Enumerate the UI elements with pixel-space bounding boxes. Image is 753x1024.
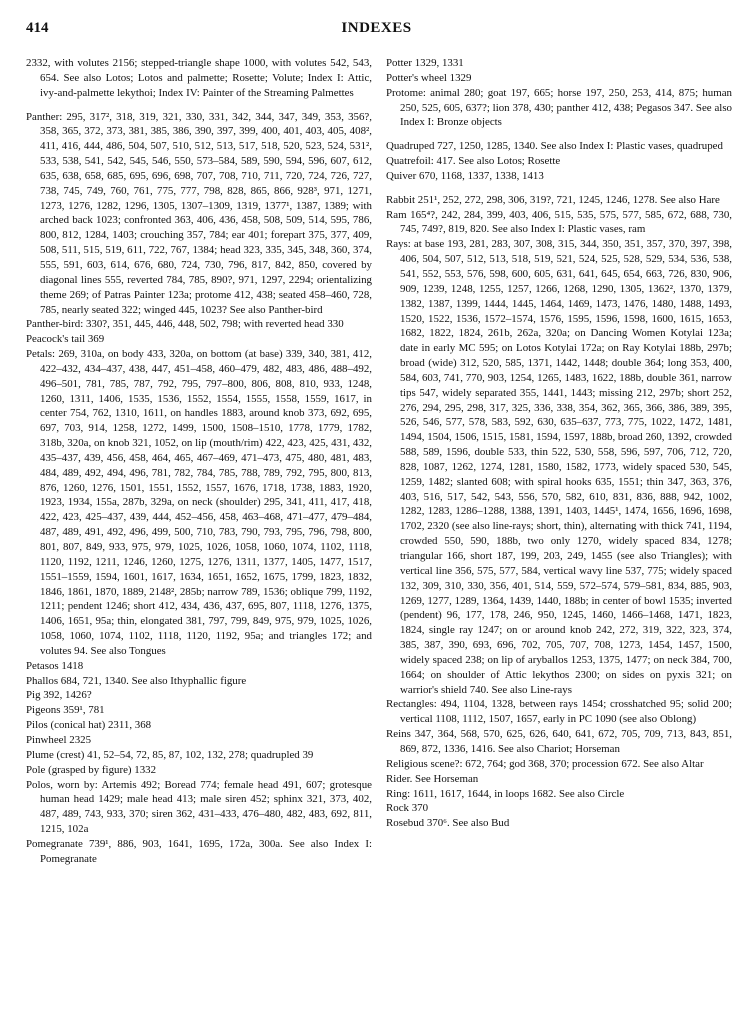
index-entry: Peacock's tail 369 (26, 333, 105, 346)
index-entry: Quatrefoil: 417. See also Lotos; Rosette (386, 155, 561, 168)
index-entry: Petasos 1418 (26, 659, 84, 672)
section-gap (26, 101, 372, 110)
index-entry: Rectangles: 494, 1104, 1328, between rays 1454; crosshatched 95; solid 200; vertical 1108, 1112, 1507, 1657, early in PC 1090 (see also Oblong) (386, 698, 732, 726)
index-entry: 2332, with volutes 2156; stepped-triangle shape 1000, with volutes 542, 543, 654. See also Lotos; Lotos and palmette; Rosette; Volute; Index I: Attic, ivy-and-palmette lekythoi; Index IV: Painter of the Streaming Palmettes (26, 57, 372, 99)
index-entry: Religious scene?: 672, 764; god 368, 370; procession 672. See also Altar (386, 757, 704, 770)
index-entry: Rider. See Horseman (386, 772, 479, 785)
index-entry: Pilos (conical hat) 2311, 368 (26, 719, 152, 732)
index-entry: Quadruped 727, 1250, 1285, 1340. See also Index I: Plastic vases, quadruped (386, 140, 723, 153)
section-gap (386, 184, 732, 193)
page-title: INDEXES (341, 20, 412, 36)
index-entry: Pinwheel 2325 (26, 733, 92, 746)
index-entry: Pigeons 359¹, 781 (26, 704, 105, 717)
index-entry: Plume (crest) 41, 52–54, 72, 85, 87, 102, 132, 278; quadrupled 39 (26, 748, 314, 761)
index-entry: Potter 1329, 1331 (386, 57, 464, 69)
index-entry: Quiver 670, 1168, 1337, 1338, 1413 (386, 169, 544, 182)
index-entry: Petals: 269, 310a, on body 433, 320a, on bottom (at base) 339, 340, 381, 412, 422–432, 434–437, 438, 447, 451–458, 460–479, 482, 483, 486, 488–492, 496–501, 781, 785, 787, 792, 795, 797–800, 806, 808, 810, 933, 1248, 1260, 1311, 1406, 1535, 1536, 1552, 1554, 1555, 1558, 1559, 1617, in center 754, 762, 1310, 1611, on handles 1883, around knob 373, 692, 695, 697, 703, 914, 1258, 1272, 1499, 1500, 1508–1510, 1778, 1779, 1782, 318b, 320a, on knob 321, 1052, on lip (mouth/rim) 422, 423, 425, 431, 432, 435–437, 439, 456, 458, 464, 465, 467–469, 471–473, 475, 480, 481, 483, 484, 489, 492, 494, 496, 781, 782, 784, 785, 788, 789, 792, 795, 800, 813, 876, 1260, 1276, 1501, 1551, 1552, 1557, 1676, 1718, 1738, 1883, 1920, 1923, 1934, 155a, 287b, 329a, on neck (shoulder) 295, 341, 411, 417, 418, 422, 423, 425–437, 439, 444, 452–456, 458, 463–468, 471–477, 479–484, 487, 489, 491, 492, 496, 499, 500, 710, 783, 790, 793, 795, 796, 798, 800, 801, 807, 849, 933, 975, 979, 1025, 1026, 1058, 1060, 1074, 1102, 1118, 1120, 1192, 1211, 1246, 1260, 1275, 1276, 1311, 1377, 1405, 1477, 1517, 1551–1559, 1594, 1601, 1617, 1634, 1651, 1652, 1675, 1799, 1823, 1832, 1846, 1861, 1870, 1889, 2148², 285b; narrow 789, 1536; oblique 799, 1192, 1211; pendent 1246; short 412, 434, 436, 437, 695, 807, 1118, 1276, 1375, 1406, 1651, 95a; thin, elongated 381, 797, 799, 849, 975, 979, 1025, 1026, 1058, 1060, 1074, 1102, 1118, 1120, 1192, 95a; and triangles 172; and volutes 94. See also Tongues (26, 348, 372, 657)
index-entry: Rays: at base 193, 281, 283, 307, 308, 315, 344, 350, 351, 357, 370, 397, 398, 406, 504, 507, 512, 513, 518, 519, 521, 524, 525, 528, 529, 534, 536, 538, 541, 552, 553, 576, 598, 600, 605, 631, 641, 645, 654, 663, 726, 830, 906, 909, 1239, 1248, 1255, 1257, 1266, 1268, 1290, 1305, 1362², 1370, 1379, 1382, 1387, 1399, 1444, 1445, 1464, 1469, 1473, 1476, 1480, 1488, 1493, 1520, 1522, 1536, 1572–1574, 1576, 1595, 1596, 1598, 1600, 1615, 1653, 1682, 1822, 1824, 261b, 262a, 320a; on Dancing Women Kotylai 123a; date in early MC 595; on Lotos Kotylai 172a; on Ray Kotylai 188b, 297b; broad (wide) 312, 520, 585, 1371, 1442, 1448; double 364; long 353, 400, 584, 603, 741, 770, 903, 1254, 1265, 1483, 1622, 188b, double 361, narrow tips 547, widely separated 355, 1441, 1443; missing 212, 297b; short 252, 276, 294, 295, 298, 317, 325, 336, 338, 354, 362, 365, 366, 386, 389, 395, 526, 546, 577, 578, 583, 592, 630, 635–637, 773, 775, 1022, 1472, 1481, 1494, 1504, 1506, 1515, 1581, 1594, 1597, 188b, broad 260, 1392, crowded 588, 589, 1596, double 533, thin 522, 530, 558, 596, 597, 706, 712, 720, 828, 1087, 1262, 1274, 1281, 1580, 1582, 1773, widely spaced 530, 545, 1259, 1482; slanted 608; with spiral hooks 635, 1551; thin 347, 363, 376, 403, 516, 517, 542, 543, 556, 570, 582, 610, 831, 836, 888, 942, 1002, 1282, 1283, 1286–1288, 1388, 1391, 1403, 1445¹, 1474, 1656, 1696, 1698, 1702, 2320 (see also line-rays; short, thin), alternating with thick 741, 1194, crowded 550, 590, 188b, two only 1270, widely spaced 834, 1278; triangular 166, short 187, 199, 203, 249, 1455 (see also Triangles); with vertical line 356, 575, 577, 584, vertical wavy line 537, 775; widely spaced 132, 309, 310, 330, 356, 401, 514, 559, 572–574, 579–581, 834, 885, 903, 1269, 1277, 1289, 1364, 1439, 1440, 188b; in center of bowl 1535; inverted (pendent) 96, 177, 178, 246, 950, 1245, 1460, 1466–1468, 1471, 1823, 1824, single ray 1247; on or around knob 242, 272, 319, 322, 323, 374, 385, 387, 390, 693, 696, 702, 705, 707, 708, 1273, 1454, 1457, 1500, widely spaced 238; on lip of aryballos 1253, 1375, 1477; on neck 384, 700, 1664; on shoulder of Attic lekythos 2300; on sides on pyxis 321; on warrior's shield 740. See also Line-rays (386, 238, 732, 696)
index-entry: Rabbit 251¹, 252, 272, 298, 306, 319?, 721, 1245, 1246, 1278. See also Hare (386, 193, 720, 206)
index-entry: Pomegranate 739¹, 886, 903, 1641, 1695, 172a, 300a. See also Index I: Pomegranate (26, 837, 372, 865)
page-number: 414 (26, 20, 49, 36)
index-entry: Rock 370 (386, 802, 429, 815)
index-entry: Pole (grasped by figure) 1332 (26, 763, 157, 776)
page-header (26, 20, 727, 44)
index-entry: Reins 347, 364, 568, 570, 625, 626, 640, 641, 672, 705, 709, 713, 843, 851, 869, 872, 1336, 1416. See also Chariot; Horseman (386, 728, 732, 755)
index-entry: Ring: 1611, 1617, 1644, in loops 1682. See also Circle (386, 787, 625, 800)
index-entry: Potter's wheel 1329 (386, 71, 472, 84)
index-entry: Ram 165⁴?, 242, 284, 399, 403, 406, 515, 535, 575, 577, 585, 672, 688, 730, 745, 749?, 819, 820. See also Index I: Plastic vases, ram (386, 208, 732, 236)
section-gap (386, 130, 732, 139)
index-entry: Protome: animal 280; goat 197, 665; horse 197, 250, 253, 414, 875; human 250, 525, 605, 637?; lion 378, 430; panther 412, 438; Pegasos 347. See also Index I: Bronze objects (386, 86, 732, 129)
index-entry: Panther-bird: 330?, 351, 445, 446, 448, 502, 798; with reverted head 330 (26, 318, 344, 331)
right-column (386, 56, 732, 1008)
index-entry: Phallos 684, 721, 1340. See also Ithyphallic figure (26, 674, 247, 687)
index-entry: Panther: 295, 317², 318, 319, 321, 330, 331, 342, 344, 347, 349, 353, 356?, 358, 365, 372, 373, 381, 385, 386, 390, 397, 399, 400, 401, 403, 405, 408², 411, 416, 444, 486, 504, 507, 510, 512, 513, 517, 518, 520, 523, 524, 531², 533, 538, 541, 542, 545, 546, 550, 573–584, 589, 590, 594, 596, 607, 612, 635, 638, 658, 685, 695, 696, 698, 707, 708, 710, 711, 720, 724, 726, 727, 738, 745, 749, 760, 761, 775, 777, 798, 828, 865, 866, 928³, 971, 1271, 1273, 1276, 1282, 1296, 1305, 1307–1309, 1319, 1377¹, 1387, 1389; with arched back 1023; confronted 363, 406, 436, 458, 508, 509, 514, 595, 786, 800, 812, 1284, 1403; crouching 357, 784; ear 401; forepart 375, 377, 409, 508, 511, 515, 519, 611, 722, 767, 1384; head 323, 335, 345, 348, 360, 374, 555, 591, 603, 614, 676, 680, 724, 730, 796, 817, 842, 850, covered by diagonal lines 555, reverted 784, 785, 890?, 971, 1297, 2294; orientalizing theme 269; of Patras Painter 123a; protome 412, 438; seated 458–460, 728, 785, nearly seated 322; winged 445, 1023? See also Panther-bird (26, 110, 372, 316)
index-entry: Pig 392, 1426? (26, 689, 92, 702)
left-column (26, 56, 372, 1008)
index-entry: Rosebud 370⁶. See also Bud (386, 817, 510, 830)
index-entry: Polos, worn by: Artemis 492; Boread 774; female head 491, 607; grotesque human head 1429; male head 413; male siren 452; sphinx 321, 373, 402, 487, 489, 743, 933, 370; siren 362, 431–433, 476–480, 482, 483, 692, 811, 1215, 102a (26, 778, 372, 836)
